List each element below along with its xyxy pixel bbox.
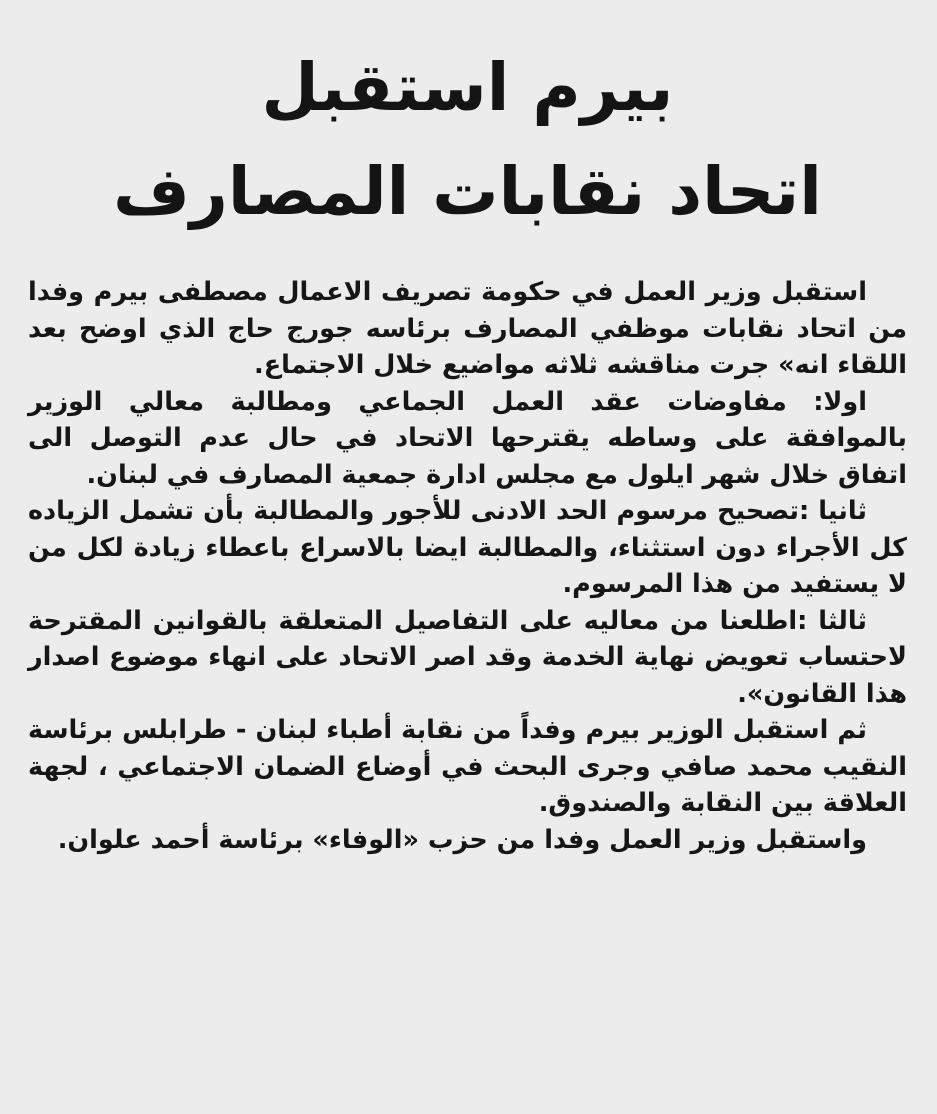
- article-body: [28, 274, 907, 858]
- article-paragraph: استقبل وزير العمل في حكومة تصريف الاعمال مصطفى بيرم وفدا من اتحاد نقابات موظفي المصارف برئاسه جورج حاج الذي اوضح بعد اللقاء انه» جرت مناقشه ثلاثه مواضيع خلال الاجتماع.: [28, 277, 907, 380]
- article-paragraph: ثم استقبل الوزير بيرم وفداً من نقابة أطباء لبنان - طرابلس برئاسة النقيب محمد صافي وجرى البحث في أوضاع الضمان الاجتماعي ، لجهة العلاقة بين النقابة والصندوق.: [28, 715, 907, 818]
- headline: [28, 36, 907, 244]
- article-paragraph: ثالثا :اطلعنا من معاليه على التفاصيل المتعلقة بالقوانين المقترحة لاحتساب تعويض نهاية الخدمة وقد اصر الاتحاد على انهاء موضوع اصدار هذا القانون».: [28, 605, 907, 709]
- article-paragraph: واستقبل وزير العمل وفدا من حزب «الوفاء» برئاسة أحمد علوان.: [57, 824, 867, 855]
- article-paragraph: اولا: مفاوضات عقد العمل الجماعي ومطالبة معالي الوزير بالموافقة على وساطه يقترحها الاتحاد في حال عدم التوصل الى اتفاق خلال شهر ايلول مع مجلس ادارة جمعية المصارف في لبنان.: [28, 386, 907, 490]
- article-paragraph: ثانيا :تصحيح مرسوم الحد الادنى للأجور والمطالبة بأن تشمل الزياده كل الأجراء دون استثناء، والمطالبة ايضا بالاسراع باعطاء زيادة لكل من لا يستفيد من هذا المرسوم.: [28, 496, 907, 599]
- headline-line-1: بيرم استقبل: [261, 49, 674, 126]
- headline-line-2: اتحاد نقابات المصارف: [113, 153, 822, 230]
